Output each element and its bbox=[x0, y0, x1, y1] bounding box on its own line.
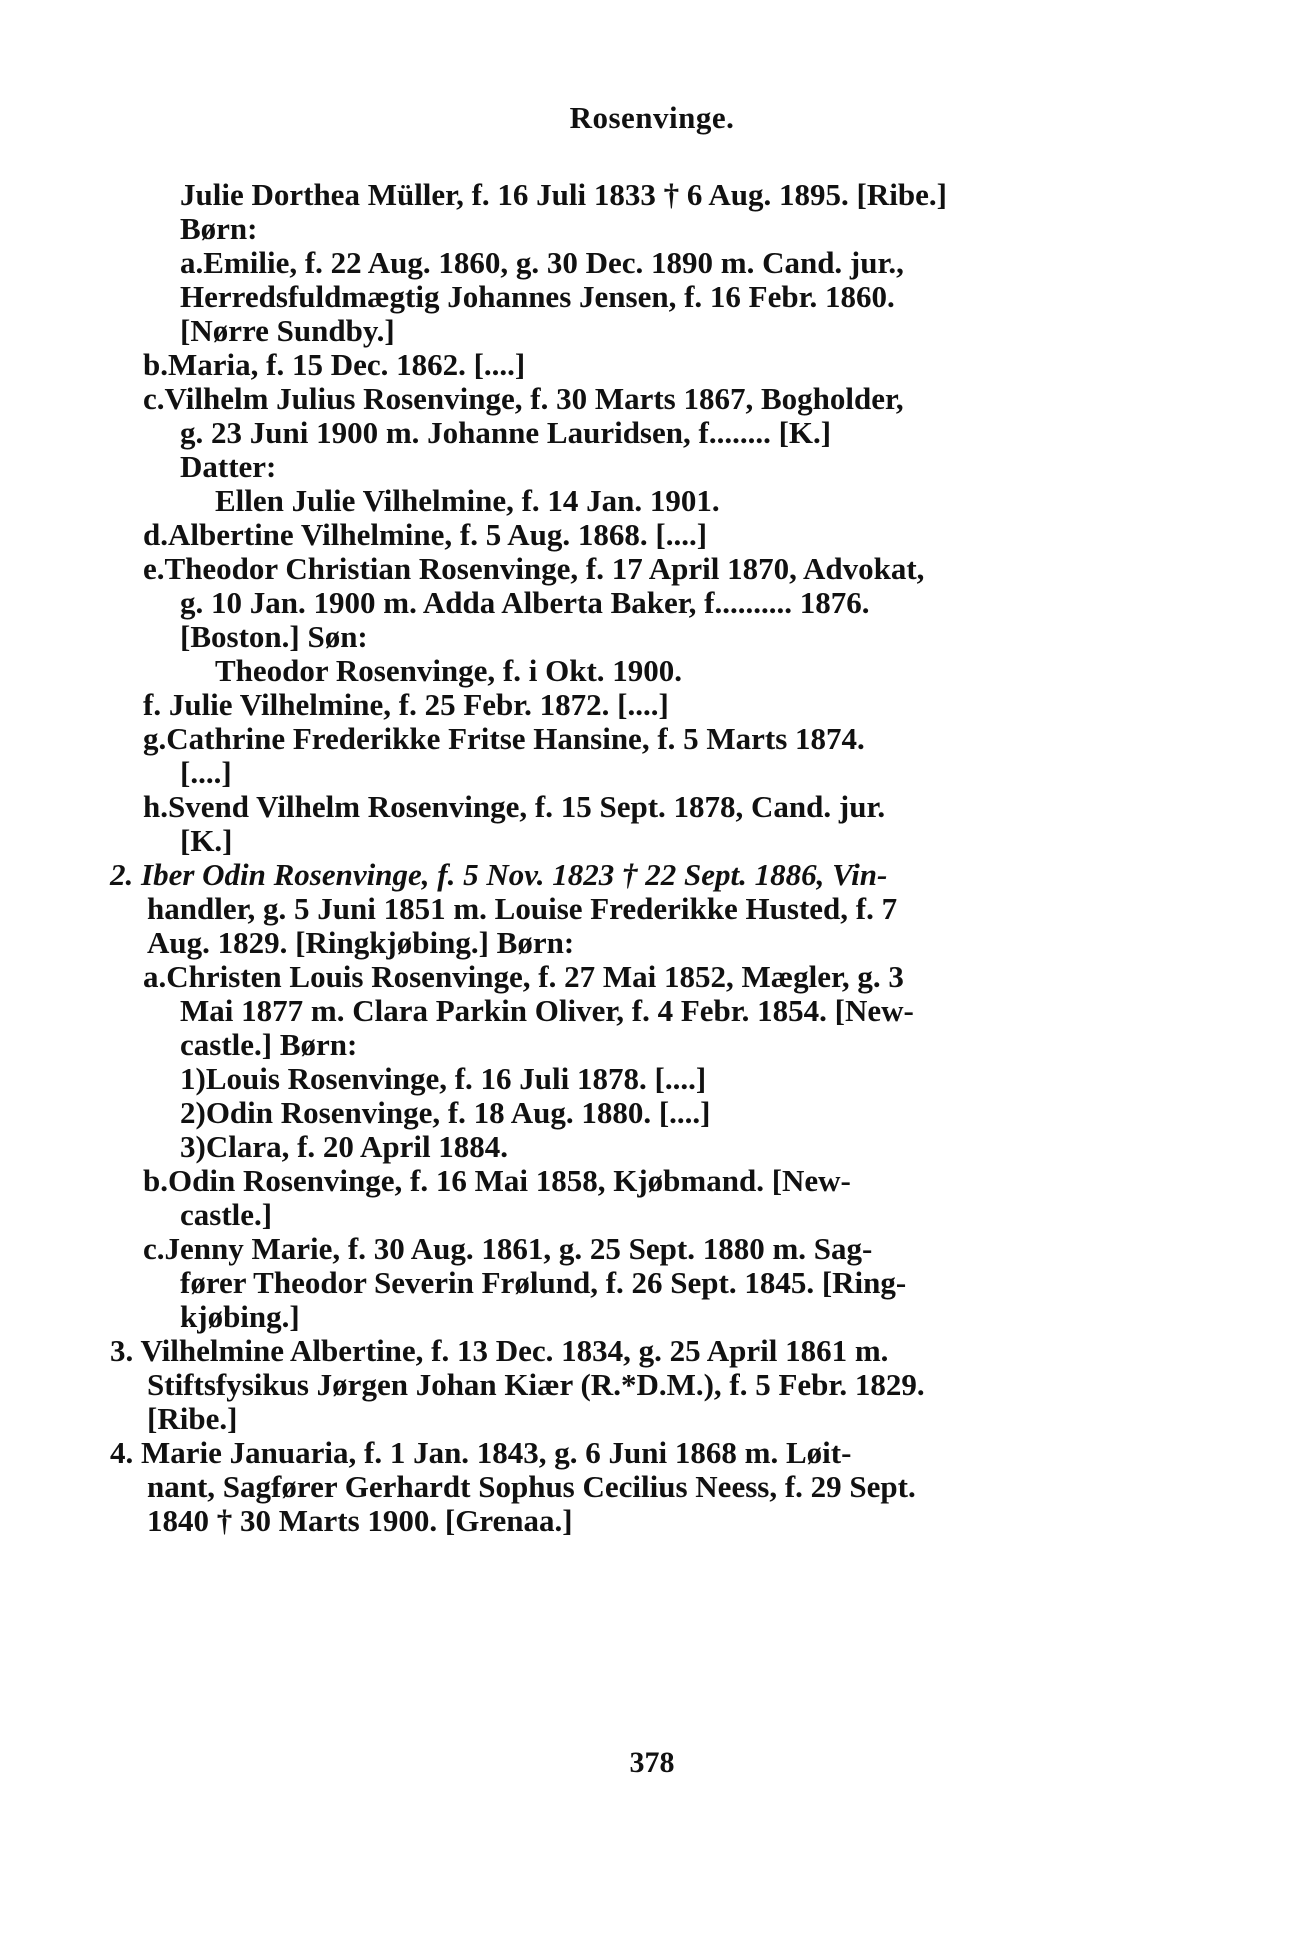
text-line: Julie Dorthea Müller, f. 16 Juli 1833 † 6 Aug. 1895. [Ribe.] bbox=[180, 177, 947, 212]
text-line: 3. Vilhelmine Albertine, f. 13 Dec. 1834, g. 25 April 1861 m. bbox=[110, 1333, 889, 1368]
text-line: castle.] bbox=[180, 1197, 273, 1232]
text-line: Ellen Julie Vilhelmine, f. 14 Jan. 1901. bbox=[215, 483, 720, 518]
text-line: d.Albertine Vilhelmine, f. 5 Aug. 1868. [....] bbox=[143, 517, 708, 552]
text-line: Børn: bbox=[180, 211, 258, 246]
text-line: a.Christen Louis Rosenvinge, f. 27 Mai 1852, Mægler, g. 3 bbox=[143, 959, 904, 994]
text-line: c.Vilhelm Julius Rosenvinge, f. 30 Marts 1867, Bogholder, bbox=[143, 381, 904, 416]
text-line: e.Theodor Christian Rosenvinge, f. 17 April 1870, Advokat, bbox=[143, 551, 925, 586]
text-line: 1840 † 30 Marts 1900. [Grenaa.] bbox=[147, 1503, 573, 1538]
text-line: c.Jenny Marie, f. 30 Aug. 1861, g. 25 Sept. 1880 m. Sag- bbox=[143, 1231, 873, 1266]
text-line: 2. Iber Odin Rosenvinge, f. 5 Nov. 1823 † 22 Sept. 1886, Vin- bbox=[110, 857, 888, 892]
text-line: [....] bbox=[180, 755, 232, 790]
text-line: g. 23 Juni 1900 m. Johanne Lauridsen, f........ [K.] bbox=[180, 415, 832, 450]
text-line: b.Maria, f. 15 Dec. 1862. [....] bbox=[143, 347, 526, 382]
text-line: Datter: bbox=[180, 449, 277, 484]
text-line: Mai 1877 m. Clara Parkin Oliver, f. 4 Febr. 1854. [New- bbox=[180, 993, 914, 1028]
text-line: Aug. 1829. [Ringkjøbing.] Børn: bbox=[147, 925, 575, 960]
text-line: castle.] Børn: bbox=[180, 1027, 358, 1062]
text-line: 1)Louis Rosenvinge, f. 16 Juli 1878. [....] bbox=[180, 1061, 707, 1096]
text-line: handler, g. 5 Juni 1851 m. Louise Frederikke Husted, f. 7 bbox=[147, 891, 898, 926]
text-line: g.Cathrine Frederikke Fritse Hansine, f. 5 Marts 1874. bbox=[143, 721, 865, 756]
text-line: g. 10 Jan. 1900 m. Adda Alberta Baker, f.......... 1876. bbox=[180, 585, 870, 620]
text-line: Theodor Rosenvinge, f. i Okt. 1900. bbox=[215, 653, 683, 688]
text-line: [Nørre Sundby.] bbox=[180, 313, 395, 348]
text-line: kjøbing.] bbox=[180, 1299, 300, 1334]
text-line: a.Emilie, f. 22 Aug. 1860, g. 30 Dec. 1890 m. Cand. jur., bbox=[180, 245, 904, 280]
text-line: [Boston.] Søn: bbox=[180, 619, 368, 654]
text-line: b.Odin Rosenvinge, f. 16 Mai 1858, Kjøbmand. [New- bbox=[143, 1163, 851, 1198]
text-line: Herredsfuldmægtig Johannes Jensen, f. 16 Febr. 1860. bbox=[180, 279, 895, 314]
text-line: Stiftsfysikus Jørgen Johan Kiær (R.*D.M.), f. 5 Febr. 1829. bbox=[147, 1367, 925, 1402]
text-line: 4. Marie Januaria, f. 1 Jan. 1843, g. 6 Juni 1868 m. Løit- bbox=[110, 1435, 852, 1470]
running-head: Rosenvinge. bbox=[569, 100, 735, 135]
text-line: h.Svend Vilhelm Rosenvinge, f. 15 Sept. 1878, Cand. jur. bbox=[143, 789, 886, 824]
text-line: f. Julie Vilhelmine, f. 25 Febr. 1872. [....] bbox=[143, 687, 669, 722]
text-line: 2)Odin Rosenvinge, f. 18 Aug. 1880. [....] bbox=[180, 1095, 711, 1130]
text-line: fører Theodor Severin Frølund, f. 26 Sept. 1845. [Ring- bbox=[180, 1265, 907, 1300]
text-line: 3)Clara, f. 20 April 1884. bbox=[180, 1129, 509, 1164]
text-line: [K.] bbox=[180, 823, 233, 858]
text-line: nant, Sagfører Gerhardt Sophus Cecilius Neess, f. 29 Sept. bbox=[147, 1469, 916, 1504]
page-number: 378 bbox=[629, 1746, 675, 1779]
text-line: [Ribe.] bbox=[147, 1401, 238, 1436]
